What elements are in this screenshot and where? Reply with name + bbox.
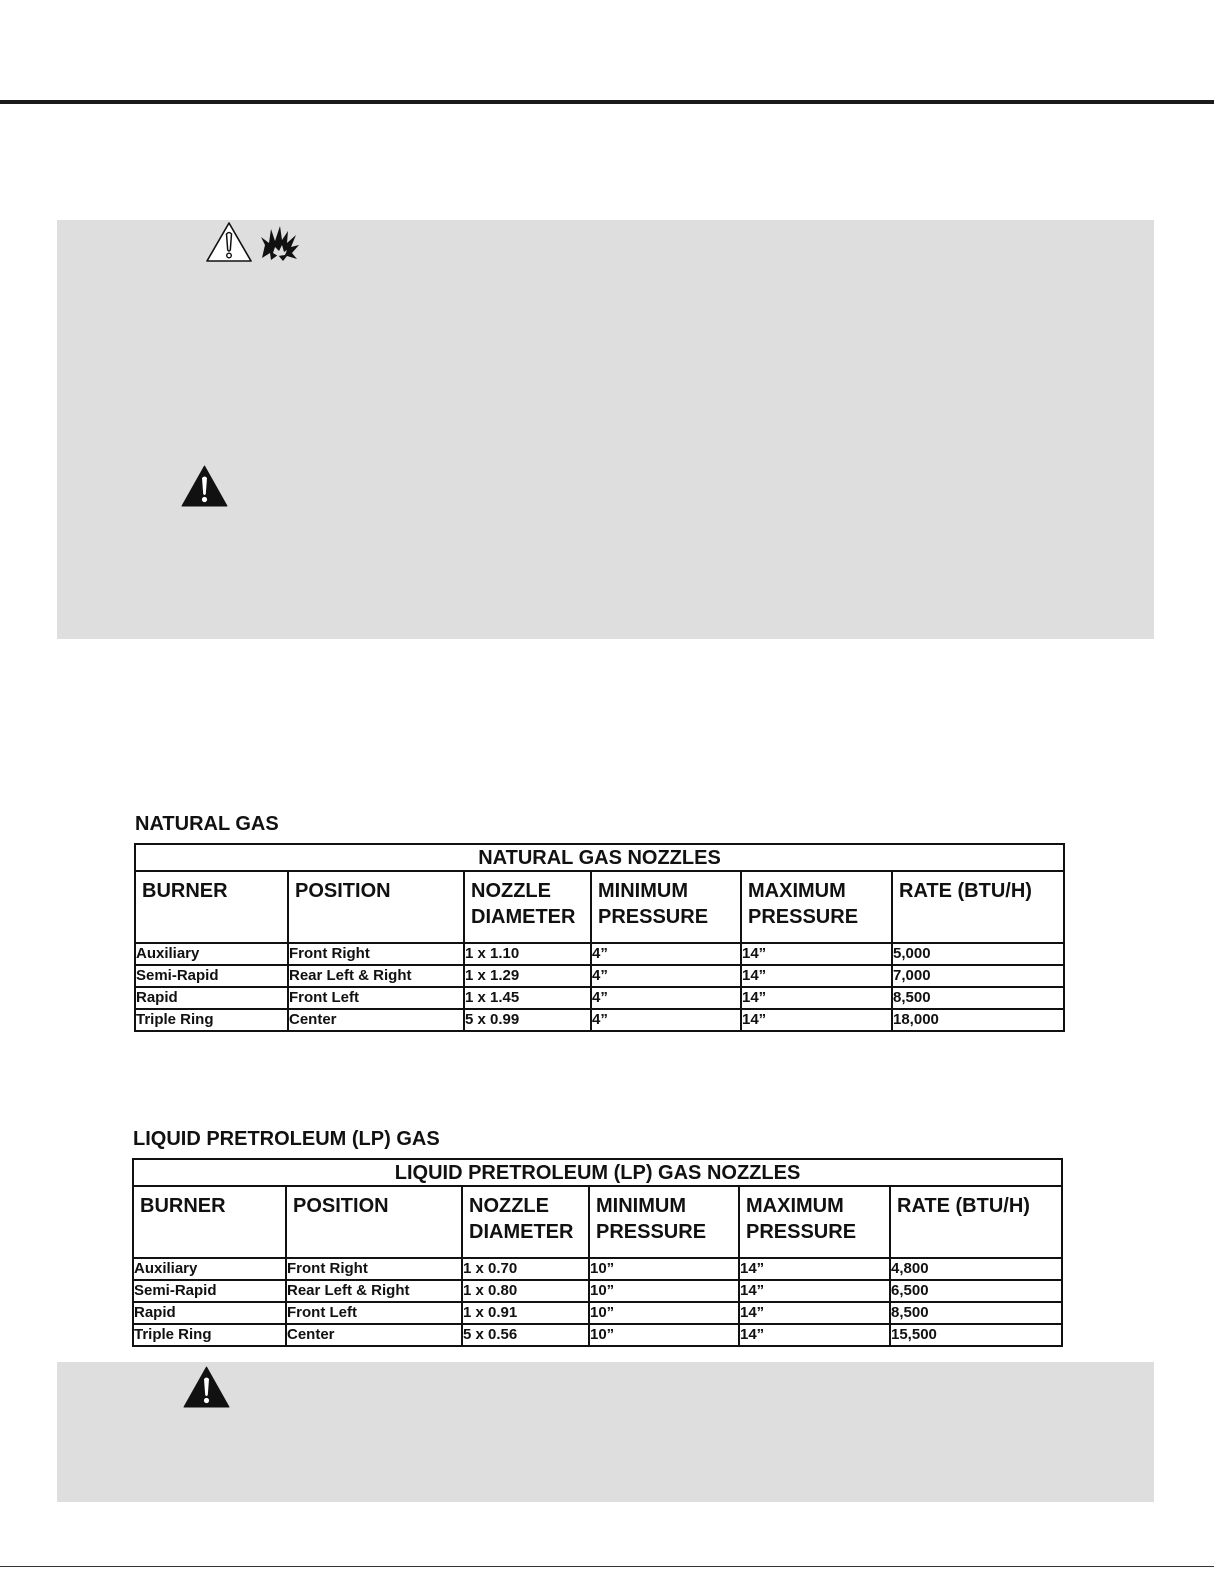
- table-row: [133, 1324, 1062, 1346]
- cell-rate: 15,500: [890, 1324, 1062, 1346]
- column-header-minimum-pressure: MINIMUM PRESSURE: [589, 1186, 739, 1258]
- table-row: [133, 1258, 1062, 1280]
- cell-minimum-pressure: 10”: [589, 1280, 739, 1302]
- cell-minimum-pressure: 4”: [591, 943, 741, 965]
- cell-maximum-pressure: 14”: [739, 1280, 890, 1302]
- cell-maximum-pressure: 14”: [741, 1009, 892, 1031]
- table-title: NATURAL GAS NOZZLES: [135, 844, 1064, 871]
- cell-nozzle-diameter: 1 x 0.80: [462, 1280, 589, 1302]
- cell-rate: 8,500: [890, 1302, 1062, 1324]
- cell-minimum-pressure: 10”: [589, 1324, 739, 1346]
- cell-minimum-pressure: 10”: [589, 1302, 739, 1324]
- cell-position: Rear Left & Right: [286, 1280, 462, 1302]
- cell-burner: Rapid: [133, 1302, 286, 1324]
- cell-nozzle-diameter: 5 x 0.56: [462, 1324, 589, 1346]
- cell-position: Front Left: [286, 1302, 462, 1324]
- cell-position: Rear Left & Right: [288, 965, 464, 987]
- table-row: [135, 987, 1064, 1009]
- cell-minimum-pressure: 4”: [591, 965, 741, 987]
- cell-burner: Triple Ring: [133, 1324, 286, 1346]
- cell-rate: 18,000: [892, 1009, 1064, 1031]
- cell-position: Front Right: [288, 943, 464, 965]
- cell-rate: 6,500: [890, 1280, 1062, 1302]
- cell-rate: 8,500: [892, 987, 1064, 1009]
- natural-gas-nozzles-table: [134, 843, 1065, 1032]
- column-header-nozzle-diameter: NOZZLE DIAMETER: [464, 871, 591, 943]
- footer-rule: [0, 1566, 1214, 1567]
- column-header-nozzle-diameter: NOZZLE DIAMETER: [462, 1186, 589, 1258]
- cell-maximum-pressure: 14”: [739, 1258, 890, 1280]
- cell-rate: 7,000: [892, 965, 1064, 987]
- explosion-icon: [259, 223, 301, 263]
- cell-maximum-pressure: 14”: [741, 987, 892, 1009]
- cell-position: Center: [286, 1324, 462, 1346]
- warning-filled-icon: [181, 465, 228, 507]
- natural-gas-heading: NATURAL GAS: [135, 813, 279, 835]
- warning-filled-icon: [183, 1366, 230, 1408]
- cell-minimum-pressure: 4”: [591, 1009, 741, 1031]
- cell-minimum-pressure: 4”: [591, 987, 741, 1009]
- cell-position: Center: [288, 1009, 464, 1031]
- cell-nozzle-diameter: 1 x 0.70: [462, 1258, 589, 1280]
- cell-burner: Semi-Rapid: [133, 1280, 286, 1302]
- cell-maximum-pressure: 14”: [741, 965, 892, 987]
- warning-outline-icon: [205, 221, 253, 263]
- column-header-maximum-pressure: MAXIMUM PRESSURE: [741, 871, 892, 943]
- table-title-row: [135, 844, 1064, 871]
- cell-nozzle-diameter: 1 x 1.45: [464, 987, 591, 1009]
- cell-maximum-pressure: 14”: [739, 1302, 890, 1324]
- cell-maximum-pressure: 14”: [739, 1324, 890, 1346]
- cell-burner: Auxiliary: [135, 943, 288, 965]
- column-header-burner: BURNER: [135, 871, 288, 943]
- table-row: [135, 943, 1064, 965]
- table-row: [135, 965, 1064, 987]
- cell-rate: 5,000: [892, 943, 1064, 965]
- cell-burner: Triple Ring: [135, 1009, 288, 1031]
- column-header-maximum-pressure: MAXIMUM PRESSURE: [739, 1186, 890, 1258]
- cell-nozzle-diameter: 1 x 1.29: [464, 965, 591, 987]
- table-row: [135, 1009, 1064, 1031]
- column-header-position: POSITION: [286, 1186, 462, 1258]
- table-row: [133, 1280, 1062, 1302]
- header-rule: [0, 100, 1214, 104]
- cell-burner: Rapid: [135, 987, 288, 1009]
- table-title: LIQUID PRETROLEUM (LP) GAS NOZZLES: [133, 1159, 1062, 1186]
- cell-position: Front Left: [288, 987, 464, 1009]
- column-header-rate: RATE (BTU/H): [890, 1186, 1062, 1258]
- cell-rate: 4,800: [890, 1258, 1062, 1280]
- table-title-row: [133, 1159, 1062, 1186]
- column-header-position: POSITION: [288, 871, 464, 943]
- cell-nozzle-diameter: 1 x 0.91: [462, 1302, 589, 1324]
- column-header-burner: BURNER: [133, 1186, 286, 1258]
- column-header-minimum-pressure: MINIMUM PRESSURE: [591, 871, 741, 943]
- table-row: [133, 1302, 1062, 1324]
- cell-nozzle-diameter: 1 x 1.10: [464, 943, 591, 965]
- warning-panel: [57, 220, 1154, 639]
- cell-nozzle-diameter: 5 x 0.99: [464, 1009, 591, 1031]
- cell-burner: Auxiliary: [133, 1258, 286, 1280]
- lp-gas-nozzles-table: [132, 1158, 1063, 1347]
- cell-maximum-pressure: 14”: [741, 943, 892, 965]
- cell-minimum-pressure: 10”: [589, 1258, 739, 1280]
- cell-position: Front Right: [286, 1258, 462, 1280]
- cell-burner: Semi-Rapid: [135, 965, 288, 987]
- column-header-rate: RATE (BTU/H): [892, 871, 1064, 943]
- table-header-row: [133, 1186, 1062, 1258]
- table-header-row: [135, 871, 1064, 943]
- lp-gas-heading: LIQUID PRETROLEUM (LP) GAS: [133, 1128, 440, 1150]
